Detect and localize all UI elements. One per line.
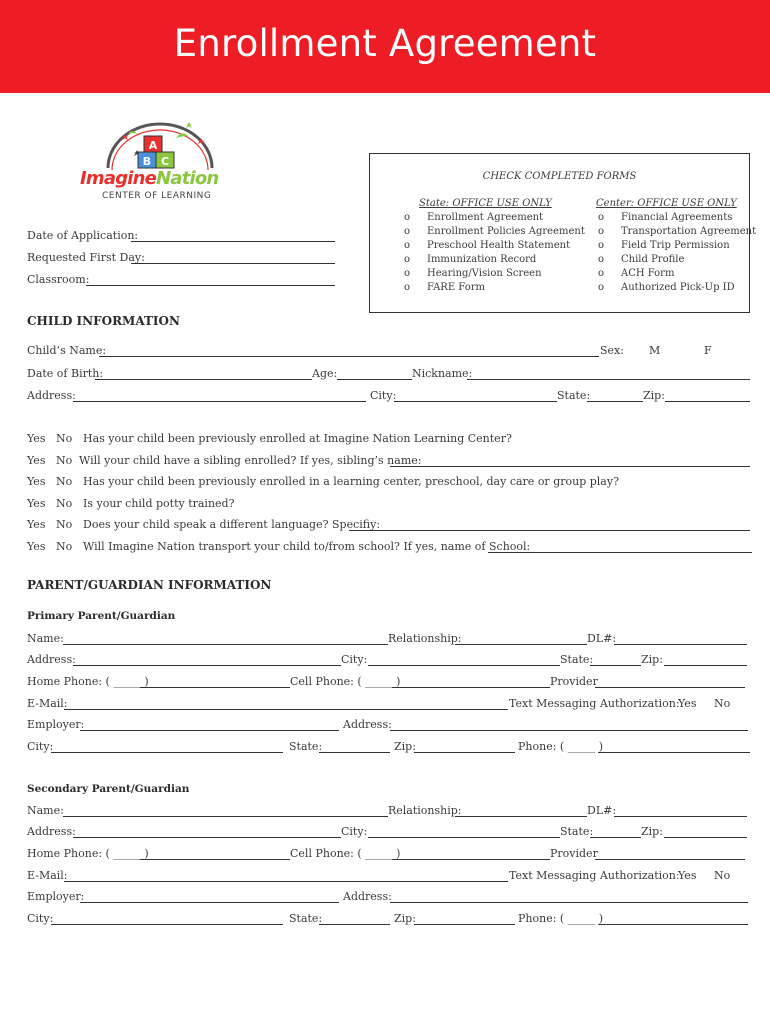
primary-relationship-label: Relationship: <box>388 632 462 645</box>
secondary-emp-zip-label: Zip: <box>394 912 416 925</box>
classroom-label: Classroom: <box>27 273 90 286</box>
primary-name-label: Name: <box>27 632 64 645</box>
primary-dl-label: DL#: <box>587 632 617 645</box>
secondary-name-label: Name: <box>27 804 64 817</box>
primary-city-field[interactable] <box>368 665 560 666</box>
center-item: Field Trip Permission <box>621 240 730 251</box>
no-option[interactable]: No <box>56 475 73 488</box>
primary-home-phone-label: Home Phone: ( _____ ) <box>27 675 149 688</box>
primary-text-auth-yes[interactable]: Yes <box>678 697 697 710</box>
secondary-text-auth-label: Text Messaging Authorization: <box>509 869 680 882</box>
secondary-emp-state-label: State: <box>289 912 323 925</box>
child-city-field[interactable] <box>394 401 557 402</box>
state-item: Hearing/Vision Screen <box>427 268 542 279</box>
yes-option[interactable]: Yes <box>27 518 46 531</box>
center-item: Financial Agreements <box>621 212 733 223</box>
secondary-emp-address-label: Address: <box>343 890 392 903</box>
checkbox-bullet[interactable]: o <box>404 240 411 251</box>
checkbox-bullet[interactable]: o <box>404 282 411 293</box>
primary-employer-field[interactable] <box>80 730 339 731</box>
secondary-state-field[interactable] <box>590 837 641 838</box>
state-item: Preschool Health Statement <box>427 240 571 251</box>
checkbox-bullet[interactable]: o <box>598 226 605 237</box>
yes-option[interactable]: Yes <box>27 540 46 553</box>
center-item: ACH Form <box>621 268 675 279</box>
primary-address-field[interactable] <box>73 665 341 666</box>
secondary-name-field[interactable] <box>63 816 388 817</box>
state-item: FARE Form <box>427 282 485 293</box>
center-item: Transportation Agreement <box>621 226 757 237</box>
secondary-cell-phone-field[interactable] <box>392 859 550 860</box>
primary-cell-phone-label: Cell Phone: ( _____ ) <box>290 675 401 688</box>
age-field[interactable] <box>337 379 412 380</box>
secondary-address-label: Address: <box>27 825 76 838</box>
primary-text-auth-label: Text Messaging Authorization: <box>509 697 680 710</box>
primary-cell-phone-field[interactable] <box>392 687 550 688</box>
primary-employer-label: Employer: <box>27 718 85 731</box>
yes-option[interactable]: Yes <box>27 454 46 467</box>
primary-emp-zip-label: Zip: <box>394 740 416 753</box>
child-zip-field[interactable] <box>665 401 750 402</box>
secondary-email-field[interactable] <box>64 881 508 882</box>
child-state-label: State: <box>557 389 591 402</box>
child-address-field[interactable] <box>73 401 366 402</box>
sex-label: Sex: <box>600 344 624 357</box>
state-item: Enrollment Policies Agreement <box>427 226 585 237</box>
date-of-application-label: Date of Application: <box>27 229 139 242</box>
yes-option[interactable]: Yes <box>27 475 46 488</box>
primary-address-label: Address: <box>27 653 76 666</box>
child-information-heading: CHILD INFORMATION <box>27 314 180 328</box>
secondary-emp-city-label: City: <box>27 912 54 925</box>
primary-zip-label: Zip: <box>641 653 663 666</box>
secondary-emp-phone-label: Phone: ( _____ ) <box>518 912 603 925</box>
svg-text:C: C <box>160 155 170 168</box>
nickname-label: Nickname: <box>412 367 473 380</box>
checkbox-bullet[interactable]: o <box>404 268 411 279</box>
secondary-emp-city-field[interactable] <box>51 924 283 925</box>
logo-subtitle: CENTER OF LEARNING <box>102 191 212 201</box>
primary-emp-phone-field[interactable] <box>598 752 750 753</box>
no-option[interactable]: No <box>56 540 73 553</box>
primary-provider-field[interactable] <box>595 687 745 688</box>
secondary-zip-field[interactable] <box>664 837 747 838</box>
yes-option[interactable]: Yes <box>27 432 46 445</box>
primary-dl-field[interactable] <box>614 644 747 645</box>
state-item: Enrollment Agreement <box>427 212 544 223</box>
primary-state-field[interactable] <box>590 665 641 666</box>
primary-emp-city-field[interactable] <box>51 752 283 753</box>
checkbox-bullet[interactable]: o <box>404 212 411 223</box>
primary-emp-address-field[interactable] <box>390 730 748 731</box>
no-option[interactable]: No <box>56 497 73 510</box>
primary-email-field[interactable] <box>64 709 508 710</box>
primary-zip-field[interactable] <box>664 665 747 666</box>
primary-text-auth-no[interactable]: No <box>714 697 731 710</box>
state-item: Immunization Record <box>427 254 537 265</box>
primary-emp-address-label: Address: <box>343 718 392 731</box>
primary-state-label: State: <box>560 653 594 666</box>
child-address-label: Address: <box>27 389 76 402</box>
secondary-cell-phone-label: Cell Phone: ( _____ ) <box>290 847 401 860</box>
question-text: Does your child speak a different language? Specifiy: <box>83 518 381 531</box>
secondary-relationship-field[interactable] <box>455 816 587 817</box>
secondary-employer-field[interactable] <box>80 902 339 903</box>
logo-brand: ImagineNation <box>80 168 219 189</box>
secondary-parent-heading: Secondary Parent/Guardian <box>27 783 190 795</box>
secondary-text-auth-no[interactable]: No <box>714 869 731 882</box>
check-completed-forms-box <box>369 153 757 313</box>
center-item: Child Profile <box>621 254 685 265</box>
primary-emp-zip-field[interactable] <box>414 752 515 753</box>
secondary-home-phone-field[interactable] <box>140 859 290 860</box>
svg-text:A: A <box>148 139 158 152</box>
primary-home-phone-field[interactable] <box>140 687 290 688</box>
language-field[interactable] <box>349 530 750 531</box>
no-option[interactable]: No <box>56 454 73 467</box>
primary-provider-label: Provider <box>550 675 598 688</box>
primary-name-field[interactable] <box>63 644 388 645</box>
imagine-nation-logo <box>78 118 243 208</box>
child-zip-label: Zip: <box>643 389 665 402</box>
requested-first-day-field[interactable] <box>131 263 335 264</box>
question-text: Will your child have a sibling enrolled? If yes, sibling’s name: <box>79 454 422 467</box>
primary-city-label: City: <box>341 653 368 666</box>
primary-emp-city-label: City: <box>27 740 54 753</box>
question-text: Is your child potty trained? <box>83 497 235 510</box>
primary-parent-heading: Primary Parent/Guardian <box>27 610 176 622</box>
child-state-field[interactable] <box>587 401 643 402</box>
classroom-field[interactable] <box>86 285 335 286</box>
secondary-email-label: E-Mail: <box>27 869 68 882</box>
secondary-city-label: City: <box>341 825 368 838</box>
no-option[interactable]: No <box>56 432 73 445</box>
checkbox-bullet[interactable]: o <box>598 268 605 279</box>
primary-relationship-field[interactable] <box>455 644 587 645</box>
svg-text:B: B <box>142 155 152 168</box>
secondary-dl-field[interactable] <box>614 816 747 817</box>
yes-option[interactable]: Yes <box>27 497 46 510</box>
primary-emp-state-label: State: <box>289 740 323 753</box>
checkbox-bullet[interactable]: o <box>598 254 605 265</box>
checkbox-bullet[interactable]: o <box>598 282 605 293</box>
secondary-city-field[interactable] <box>368 837 560 838</box>
primary-emp-state-field[interactable] <box>319 752 390 753</box>
question-text: Has your child been previously enrolled in a learning center, preschool, day care or group play? <box>83 475 619 488</box>
checkbox-bullet[interactable]: o <box>598 240 605 251</box>
center-item: Authorized Pick-Up ID <box>621 282 735 293</box>
secondary-dl-label: DL#: <box>587 804 617 817</box>
date-of-birth-label: Date of Birth: <box>27 367 104 380</box>
secondary-emp-zip-field[interactable] <box>414 924 515 925</box>
childs-name-label: Child’s Name: <box>27 344 107 357</box>
center-office-heading: Center: OFFICE USE ONLY <box>596 198 737 209</box>
secondary-provider-field[interactable] <box>595 859 745 860</box>
secondary-employer-label: Employer: <box>27 890 85 903</box>
sex-m-option[interactable]: M <box>649 344 661 357</box>
question-text: Will Imagine Nation transport your child to/from school? If yes, name of School: <box>83 540 531 553</box>
primary-email-label: E-Mail: <box>27 697 68 710</box>
secondary-home-phone-label: Home Phone: ( _____ ) <box>27 847 149 860</box>
secondary-state-label: State: <box>560 825 594 838</box>
checkbox-bullet[interactable]: o <box>404 226 411 237</box>
question-text: Has your child been previously enrolled at Imagine Nation Learning Center? <box>83 432 512 445</box>
date-of-birth-field[interactable] <box>95 379 312 380</box>
secondary-relationship-label: Relationship: <box>388 804 462 817</box>
childs-name-field[interactable] <box>99 356 599 357</box>
secondary-emp-address-field[interactable] <box>390 902 748 903</box>
secondary-emp-phone-field[interactable] <box>598 924 748 925</box>
office-box-title: CHECK COMPLETED FORMS <box>482 171 637 182</box>
parent-guardian-heading: PARENT/GUARDIAN INFORMATION <box>27 578 272 592</box>
nickname-field[interactable] <box>467 379 750 380</box>
child-city-label: City: <box>370 389 397 402</box>
page-title: Enrollment Agreement <box>173 22 597 65</box>
checkbox-bullet[interactable]: o <box>404 254 411 265</box>
secondary-address-field[interactable] <box>73 837 341 838</box>
checkbox-bullet[interactable]: o <box>598 212 605 223</box>
school-name-field[interactable] <box>488 552 752 553</box>
sex-f-option[interactable]: F <box>704 344 712 357</box>
secondary-emp-state-field[interactable] <box>319 924 390 925</box>
secondary-zip-label: Zip: <box>641 825 663 838</box>
primary-emp-phone-label: Phone: ( _____ ) <box>518 740 603 753</box>
sibling-name-field[interactable] <box>390 466 750 467</box>
secondary-provider-label: Provider <box>550 847 598 860</box>
no-option[interactable]: No <box>56 518 73 531</box>
requested-first-day-label: Requested First Day: <box>27 251 145 264</box>
age-label: Age: <box>312 367 338 380</box>
header-banner <box>0 0 770 93</box>
secondary-text-auth-yes[interactable]: Yes <box>678 869 697 882</box>
date-of-application-field[interactable] <box>131 241 335 242</box>
state-office-heading: State: OFFICE USE ONLY <box>419 198 552 209</box>
